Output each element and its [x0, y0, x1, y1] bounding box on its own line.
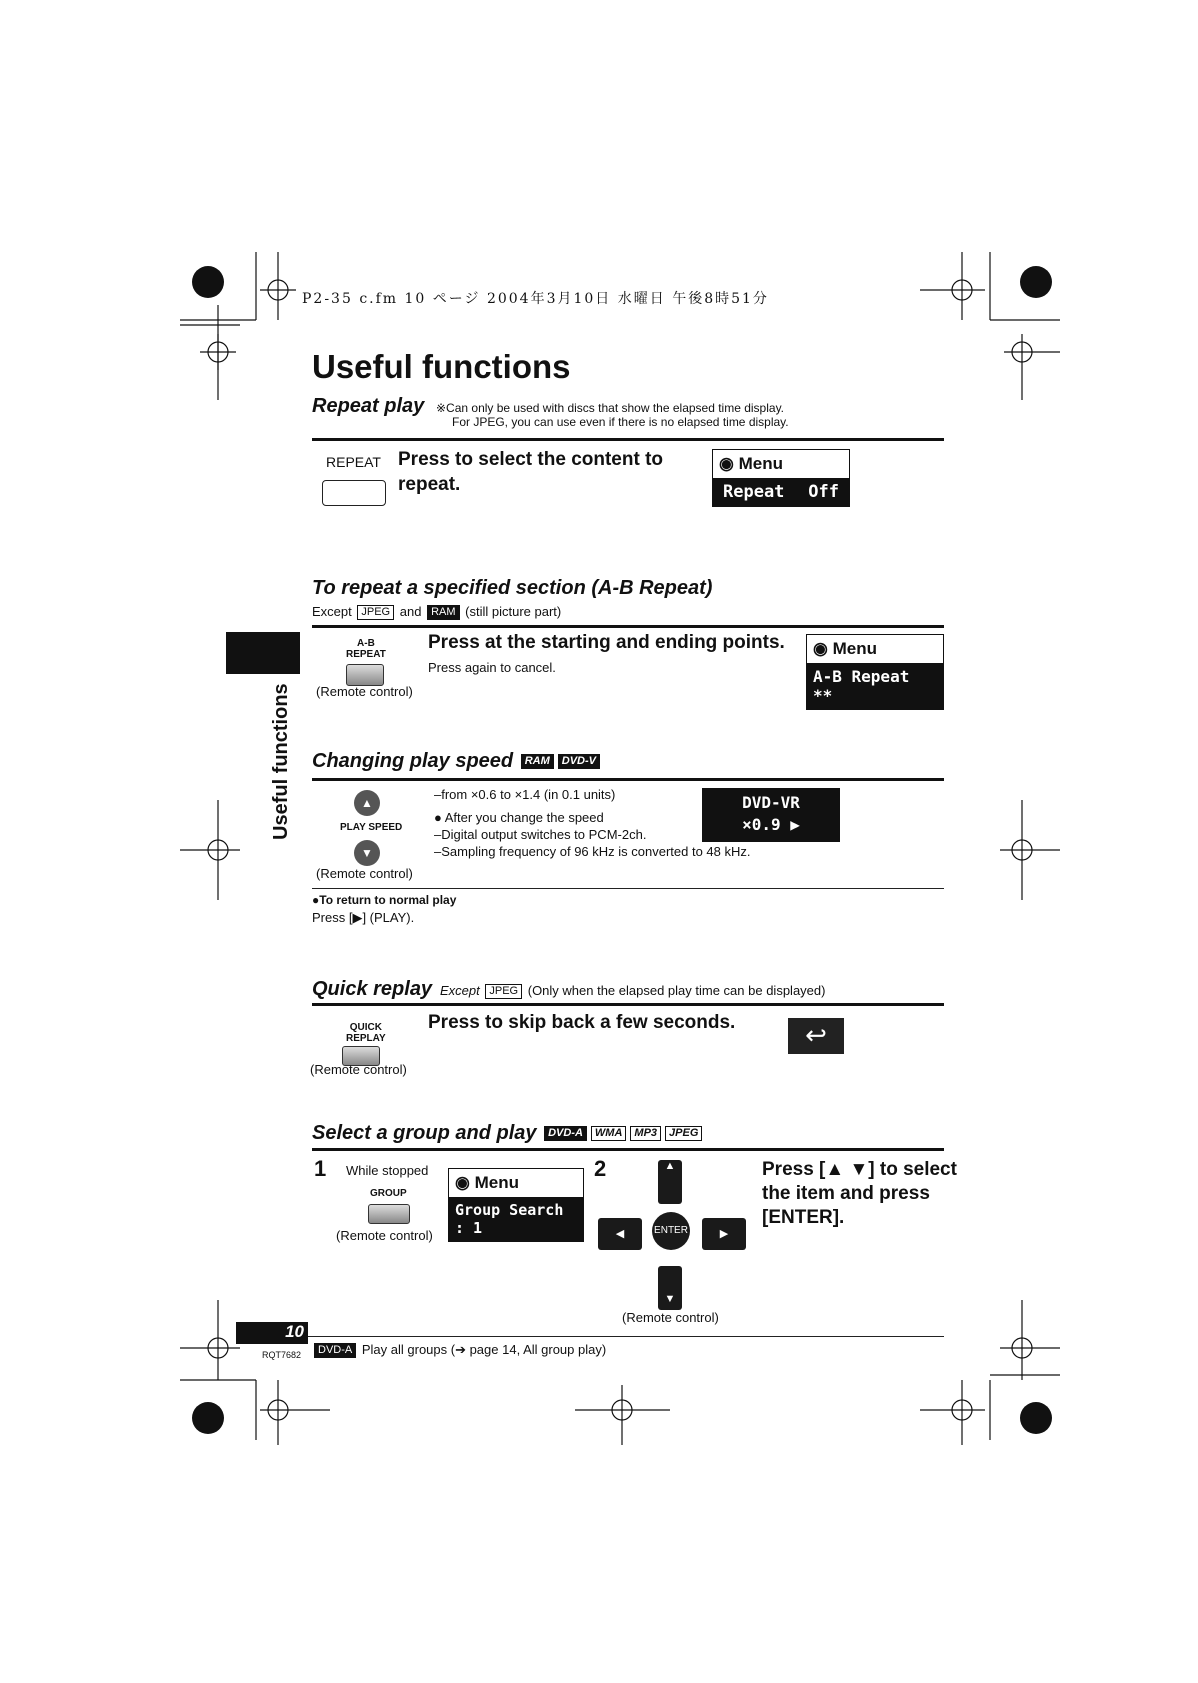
badge-dvd-v: DVD-V [558, 754, 600, 769]
page-title: Useful functions [312, 348, 571, 385]
group-heading-text: Select a group and play [312, 1122, 537, 1144]
right-arrow-icon: ▶ [719, 1228, 729, 1240]
ab-except-suffix: (still picture part) [465, 604, 562, 619]
repeat-osd-menu: Menu [738, 454, 783, 473]
group-osd [448, 1168, 584, 1242]
ab-osd-menu: Menu [832, 639, 877, 658]
repeat-osd [712, 449, 850, 507]
group-button[interactable] [368, 1204, 410, 1224]
enter-button[interactable]: ENTER [652, 1212, 690, 1250]
group-remote-2: (Remote control) [622, 1310, 719, 1325]
group-osd-bar: Group Search : 1 [449, 1197, 583, 1241]
repeat-button-label: REPEAT [326, 454, 381, 470]
speed-button-label: PLAY SPEED [340, 822, 403, 833]
badge-dvd-a: DVD-A [314, 1343, 356, 1358]
speed-line-1: –from ×0.6 to ×1.4 (in 0.1 units) [434, 787, 616, 802]
speed-rule [312, 778, 944, 781]
speed-osd-line-1: DVD-VR [742, 793, 800, 812]
quick-label-2: REPLAY [346, 1033, 386, 1044]
footer-note: Play all groups (➔ page 14, All group play) [361, 1342, 607, 1357]
speed-line-2: ● After you change the speed [434, 810, 604, 825]
ab-repeat-heading: To repeat a specified section (A-B Repeat) [312, 577, 713, 599]
group-button-label: GROUP [370, 1188, 407, 1199]
side-tab-block [226, 632, 300, 674]
badge-ram: RAM [427, 605, 459, 620]
normal-play-text: Press [▶] (PLAY). [312, 910, 415, 925]
left-button[interactable] [598, 1218, 642, 1250]
left-arrow-icon: ◀ [615, 1228, 625, 1240]
step-1-text: While stopped [346, 1163, 429, 1178]
speed-heading [312, 750, 602, 773]
speed-divider [312, 888, 944, 889]
quick-replay-heading: Quick replay [312, 978, 433, 1000]
quick-note: (Only when the elapsed play time can be displayed) [527, 983, 826, 998]
badge-wma: WMA [591, 1126, 627, 1141]
footer-note-line [312, 1342, 606, 1358]
speed-line-4: –Sampling frequency of 96 kHz is converted to 48 kHz. [434, 844, 751, 859]
menu-icon: ◉ [455, 1173, 470, 1192]
quick-rule [312, 1003, 944, 1006]
quick-label-1: QUICK [349, 1022, 382, 1033]
up-button[interactable] [658, 1160, 682, 1204]
ab-instruction: Press at the starting and ending points. [428, 632, 785, 653]
group-heading [312, 1122, 704, 1145]
ab-osd [806, 634, 944, 710]
header-meta: P2-35 c.fm 10 ページ 2004年3月10日 水曜日 午後8時51分 [302, 291, 769, 307]
step-2-number: 2 [594, 1156, 607, 1181]
side-tab-label: Useful functions [270, 683, 292, 840]
quick-except: Except [440, 983, 480, 998]
speed-up-button[interactable]: ▲ [354, 790, 380, 816]
repeat-osd-value: Off [808, 482, 839, 502]
ab-except-prefix: Except [312, 604, 352, 619]
speed-line-3: –Digital output switches to PCM-2ch. [434, 827, 647, 842]
page-number: 10 [236, 1322, 308, 1344]
group-remote-1: (Remote control) [336, 1228, 433, 1243]
badge-dvd-a: DVD-A [544, 1126, 587, 1141]
badge-jpeg: JPEG [485, 984, 522, 999]
group-osd-menu: Menu [474, 1173, 519, 1192]
badge-ram: RAM [521, 754, 554, 769]
repeat-instruction: Press to select the content to repeat. [398, 449, 664, 495]
repeat-note-1: ※Can only be used with discs that show the elapsed time display. [436, 401, 785, 415]
badge-jpeg: JPEG [357, 605, 394, 620]
badge-jpeg: JPEG [665, 1126, 702, 1141]
quick-instruction: Press to skip back a few seconds. [428, 1012, 736, 1033]
up-arrow-icon: ▲ [664, 1160, 676, 1172]
quick-remote: (Remote control) [310, 1062, 407, 1077]
model-number: RQT7682 [262, 1350, 302, 1360]
badge-mp3: MP3 [630, 1126, 661, 1141]
footer-rule [308, 1336, 944, 1337]
ab-repeat-button[interactable] [346, 664, 384, 686]
ab-remote: (Remote control) [316, 684, 413, 699]
normal-play-heading: ●To return to normal play [312, 893, 457, 907]
speed-down-button[interactable]: ▼ [354, 840, 380, 866]
ab-except-line [312, 604, 561, 620]
repeat-osd-label: Repeat [723, 482, 785, 502]
ab-label-1: A-B [357, 638, 375, 649]
quick-except-line [440, 983, 825, 999]
ab-button-label [346, 638, 386, 660]
speed-remote: (Remote control) [316, 866, 413, 881]
group-rule [312, 1148, 944, 1151]
repeat-note-2: For JPEG, you can use even if there is no elapsed time display. [452, 415, 789, 429]
group-instruction: Press [▲ ▼] to select the item and press [ENTER]. [762, 1159, 957, 1228]
menu-icon: ◉ [813, 639, 828, 658]
down-arrow-icon: ▼ [664, 1293, 676, 1305]
ab-rule [312, 625, 944, 628]
repeat-button[interactable] [322, 480, 386, 506]
repeat-play-heading: Repeat play [312, 395, 425, 417]
down-button[interactable] [658, 1266, 682, 1310]
ab-except-and: and [399, 604, 422, 619]
quick-button-label [346, 1022, 386, 1044]
ab-sub: Press again to cancel. [428, 660, 556, 675]
step-1-number: 1 [314, 1156, 327, 1181]
ab-label-2: REPEAT [346, 649, 386, 660]
speed-heading-text: Changing play speed [312, 750, 514, 772]
ab-osd-bar: A-B Repeat ** [807, 663, 943, 709]
menu-icon: ◉ [719, 454, 734, 473]
right-button[interactable] [702, 1218, 746, 1250]
speed-osd [702, 788, 840, 842]
repeat-rule [312, 438, 944, 441]
quick-replay-icon: ↩ [788, 1018, 844, 1054]
speed-osd-line-2: ×0.9 ▶ [742, 815, 800, 834]
